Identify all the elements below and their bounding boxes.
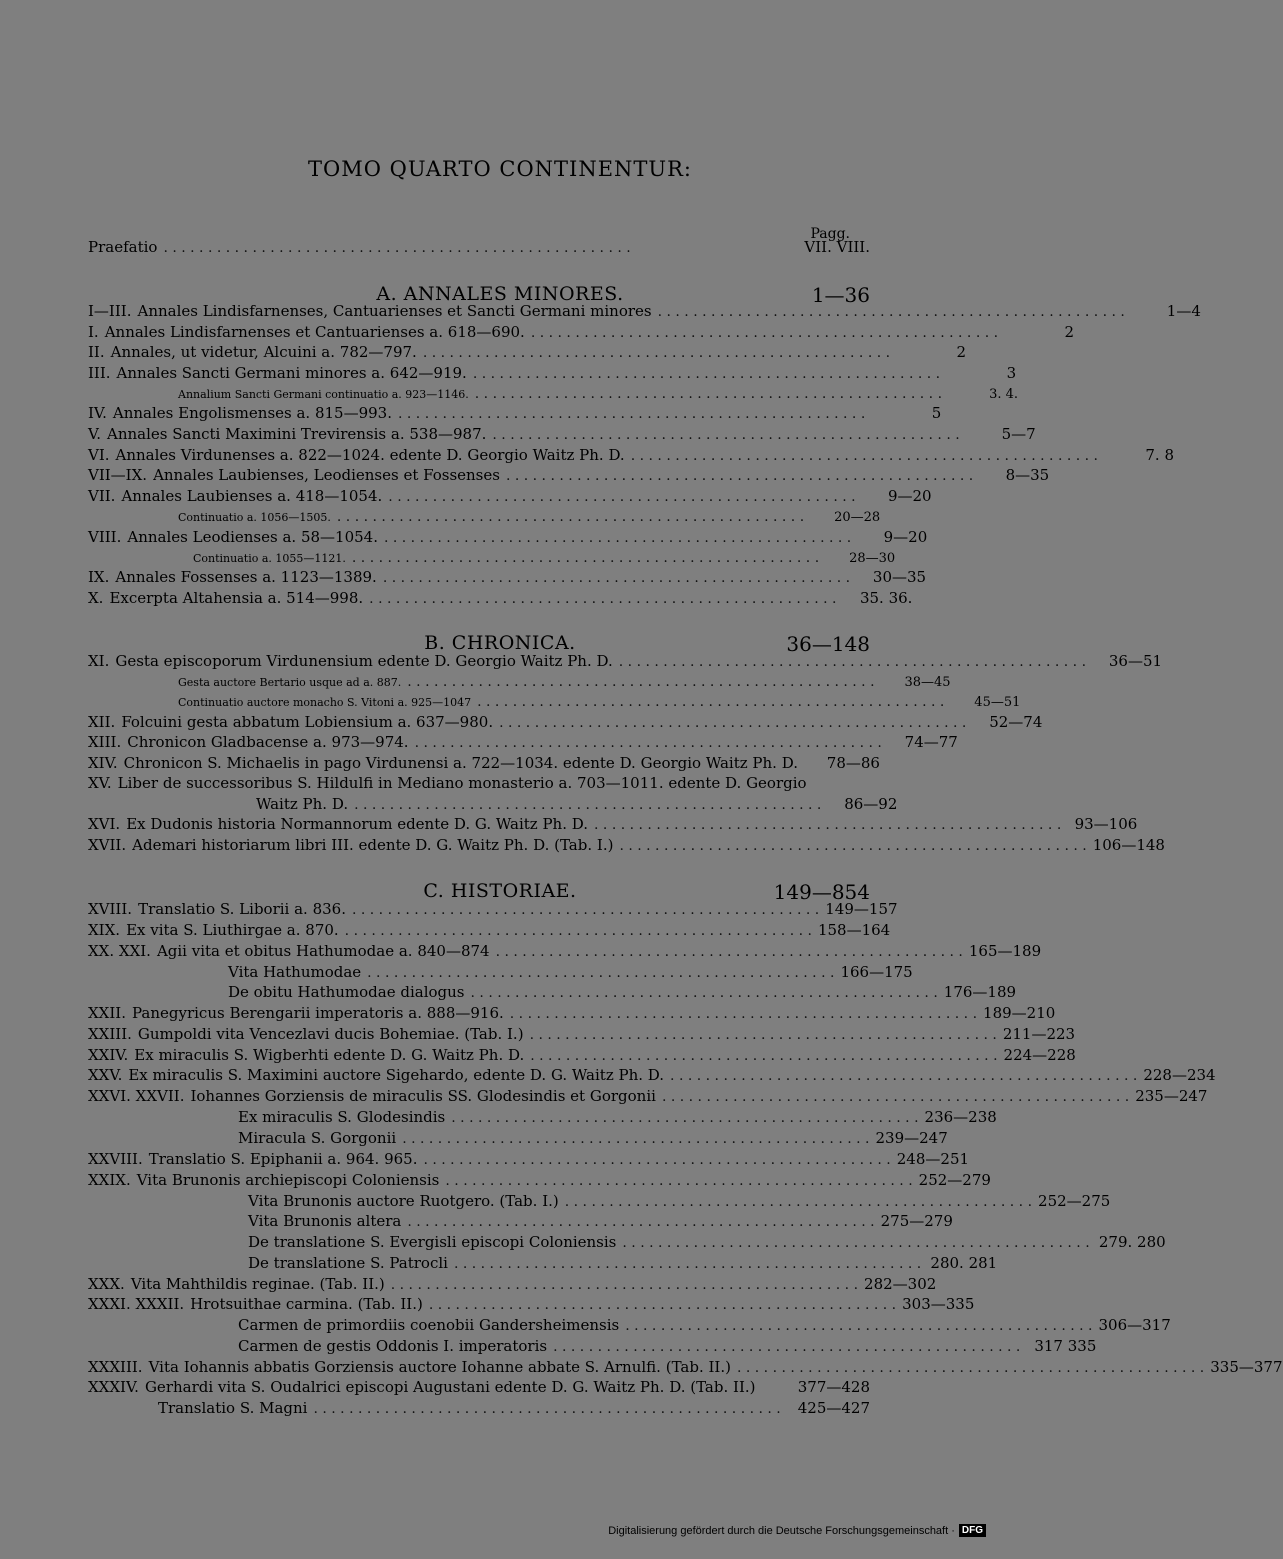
dot-leader: . . . . . . . . . . . . . . . . . . . . . . . . . . . . . . . . . . . . . . . . . . . . . . . . . . . . . xyxy=(422,345,891,361)
entry-pages: 9—20 xyxy=(883,528,928,546)
entry-number: VII. xyxy=(88,487,116,505)
entry-pages: 158—164 xyxy=(817,921,891,939)
entry-number: I—III. xyxy=(88,302,132,320)
toc-entry xyxy=(88,815,1138,835)
entry-number: XII. xyxy=(88,713,116,731)
toc-entry xyxy=(248,1254,998,1274)
entry-title: Miracula S. Gorgonii xyxy=(238,1129,397,1147)
toc-entry xyxy=(238,1337,1097,1357)
toc-entry xyxy=(88,1295,975,1315)
toc-entry xyxy=(178,386,1019,406)
section-pages: 1—36 xyxy=(811,283,870,307)
entry-pages: 211—223 xyxy=(1002,1025,1076,1043)
entry-title: Annales Fossenses a. 1123—1389. xyxy=(115,568,377,586)
entry-pages: 189—210 xyxy=(983,1004,1056,1022)
dot-leader: . . . . . . . . . . . . . . . . . . . . . . . . . . . . . . . . . . . . . . . . . . . . . . . . . . . . . xyxy=(529,1027,997,1043)
entry-title: Panegyricus Berengarii imperatoris a. 888—916. xyxy=(131,1004,504,1022)
toc-entry xyxy=(178,694,1021,714)
entry-number: XVI. xyxy=(88,815,121,833)
entry-pages: 7. 8 xyxy=(1145,446,1174,464)
dot-leader: . . . . . . . . . . . . . . . . . . . . . . . . . . . . . . . . . . . . . . . . . . . . . . . . . . . . . xyxy=(472,366,941,382)
entry-title: Annales Laubienses a. 418—1054. xyxy=(121,487,383,505)
dot-leader: . . . . . . . . . . . . . . . . . . . . . . . . . . . . . . . . . . . . . . . . . . . . . . . . . . . . . xyxy=(344,923,812,939)
entry-number: XXIII. xyxy=(88,1025,132,1043)
entry-number: XXIV. xyxy=(88,1046,129,1064)
dot-leader: . . . . . . . . . . . . . . . . . . . . . . . . . . . . . . . . . . . . . . . . . . . . . . . . . . . . . xyxy=(382,570,851,586)
dot-leader: . . . . . . . . . . . . . . . . . . . . . . . . . . . . . . . . . . . . . . . . . . . . . . . . . . . . . xyxy=(428,1297,897,1313)
toc-entry xyxy=(238,1108,997,1128)
entry-pages: 86—92 xyxy=(844,795,898,813)
toc-entry xyxy=(178,674,951,694)
entry-number: XIX. xyxy=(88,921,121,939)
entry-title: Vita Brunonis archiepiscopi Coloniensis xyxy=(136,1171,440,1189)
entry-title: Annales Lindisfarnenses et Cantuarienses a. 618—690. xyxy=(104,323,525,341)
entry-number: XIII. xyxy=(88,733,122,751)
pages-column-header: Pagg. xyxy=(810,226,850,242)
entry-pages: 303—335 xyxy=(902,1295,975,1313)
toc-entry xyxy=(88,1275,937,1295)
toc-entry xyxy=(88,425,1036,445)
dot-leader: . . . . . . . . . . . . . . . . . . . . . . . . . . . . . . . . . . . . . . . . . . . . . . . . . . . . . xyxy=(369,591,837,607)
toc-entry xyxy=(88,836,1165,856)
entry-title: Annales Laubienses, Leodienses et Fossenses xyxy=(153,466,500,484)
entry-pages: VII. VIII. xyxy=(804,238,870,256)
entry-pages: 425—427 xyxy=(797,1399,870,1417)
dot-leader: . . . . . . . . . . . . . . . . . . . . . . . . . . . . . . . . . . . . . . . . . . . . . . . . . . . . . xyxy=(564,1194,1033,1210)
toc-entry xyxy=(256,795,898,815)
dot-leader: . . . . . . . . . . . . . . . . . . . . . . . . . . . . . . . . . . . . . . . . . . . . . . . . . . . . . xyxy=(414,735,882,751)
entry-number: XVIII. xyxy=(88,900,133,918)
entry-title: Folcuini gesta abbatum Lobiensium a. 637—980. xyxy=(121,713,494,731)
entry-pages: 1—4 xyxy=(1166,302,1201,320)
toc-entry xyxy=(88,1358,1283,1378)
entry-title: Carmen de gestis Oddonis I. imperatoris xyxy=(238,1337,548,1355)
entry-title: Vita Iohannis abbatis Gorziensis auctore Iohanne abbate S. Arnulfi. (Tab. II.) xyxy=(148,1358,731,1376)
entry-title: Gerhardi vita S. Oudalrici episcopi Augustani edente D. G. Waitz Ph. D. (Tab. II.) xyxy=(144,1378,756,1396)
entry-pages: 2 xyxy=(956,343,967,361)
entry-pages: 280. 281 xyxy=(930,1254,998,1272)
entry-title: Iohannes Gorziensis de miraculis SS. Glodesindis et Gorgonii xyxy=(190,1087,656,1105)
footer-text: Digitalisierung gefördert durch die Deutsche Forschungsgemeinschaft · xyxy=(608,1524,955,1537)
toc-entry xyxy=(88,404,942,424)
entry-title: Annales Sancti Germani minores a. 642—919. xyxy=(116,364,467,382)
entry-number: XX. XXI. xyxy=(88,942,151,960)
toc-entry xyxy=(88,1171,991,1191)
toc-entry xyxy=(88,446,1174,466)
entry-pages: 252—275 xyxy=(1038,1192,1111,1210)
entry-number: XV. xyxy=(88,774,112,792)
dot-leader: . . . . . . . . . . . . . . . . . . . . . . . . . . . . . . . . . . . . . . . . . . . . . . . . . . . . . xyxy=(505,468,974,484)
entry-pages: 74—77 xyxy=(904,733,958,751)
entry-pages: 28—30 xyxy=(849,551,896,566)
dot-leader: . . . . . . . . . . . . . . . . . . . . . . . . . . . . . . . . . . . . . . . . . . . . . . . . . . . . . xyxy=(619,838,1087,854)
dot-leader: . . . . . . . . . . . . . . . . . . . . . . . . . . . . . . . . . . . . . . . . . . . . . . . . . . . . . xyxy=(351,902,820,918)
footer-credit xyxy=(608,1524,986,1537)
entry-number: VIII. xyxy=(88,528,122,546)
entry-pages: 35. 36. xyxy=(859,589,913,607)
entry-title: Gumpoldi vita Vencezlavi ducis Bohemiae. (Tab. I.) xyxy=(137,1025,524,1043)
dot-leader: . . . . . . . . . . . . . . . . . . . . . . . . . . . . . . . . . . . . . . . . . . . . . . . . . . . . . xyxy=(553,1339,1021,1355)
entry-title: Translatio S. Magni xyxy=(158,1399,308,1417)
dot-leader: . . . . . . . . . . . . . . . . . . . . . . . . . . . . . . . . . . . . . . . . . . . . . . . . . . . . . xyxy=(530,325,999,341)
toc-entry xyxy=(88,774,870,794)
dot-leader: . . . . . . . . . . . . . . . . . . . . . . . . . . . . . . . . . . . . . . . . . . . . . . . . . . . . . xyxy=(625,1318,1093,1334)
toc-entry xyxy=(238,1129,948,1149)
entry-pages: 106—148 xyxy=(1092,836,1165,854)
entry-title: De translatione S. Evergisli episcopi Coloniensis xyxy=(248,1233,617,1251)
entry-title: Continuatio a. 1055—1121. xyxy=(193,552,346,565)
entry-pages: 78—86 xyxy=(826,754,880,772)
entry-number: XI. xyxy=(88,652,110,670)
entry-title: Liber de successoribus S. Hildulfi in Mediano monasterio a. 703—1011. edente D. Georgio xyxy=(117,774,807,792)
dot-leader: . . . . . . . . . . . . . . . . . . . . . . . . . . . . . . . . . . . . . . . . . . . . . . . . . . . . . xyxy=(594,817,1062,833)
toc-entry xyxy=(88,1066,1216,1086)
toc-entry xyxy=(88,487,932,507)
entry-pages: 52—74 xyxy=(989,713,1043,731)
dot-leader: . . . . . . . . . . . . . . . . . . . . . . . . . . . . . . . . . . . . . . . . . . . . . . . . . . . . . xyxy=(313,1401,781,1417)
entry-title: Gesta auctore Bertario usque ad a. 887. xyxy=(178,676,402,689)
entry-title: Translatio S. Epiphanii a. 964. 965. xyxy=(148,1150,418,1168)
dot-leader: . . . . . . . . . . . . . . . . . . . . . . . . . . . . . . . . . . . . . . . . . . . . . . . . . . . . . xyxy=(492,427,960,443)
entry-pages: 3 xyxy=(1006,364,1017,382)
toc-entry xyxy=(88,1004,1056,1024)
entry-pages: 165—189 xyxy=(968,942,1042,960)
dot-leader: . . . . . . . . . . . . . . . . . . . . . . . . . . . . . . . . . . . . . . . . . . . . . . . . . . . . . xyxy=(499,715,967,731)
dot-leader: . . . . . . . . . . . . . . . . . . . . . . . . . . . . . . . . . . . . . . . . . . . . . . . . . . . . . xyxy=(398,406,866,422)
dot-leader: . . . . . . . . . . . . . . . . . . . . . . . . . . . . . . . . . . . . . . . . . . . . . . . . . . . . . xyxy=(407,1214,875,1230)
toc-entry xyxy=(88,343,967,363)
section-title: A. ANNALES MINORES. xyxy=(376,283,624,305)
dot-leader: . . . . . . . . . . . . . . . . . . . . . . . . . . . . . . . . . . . . . . . . . . . . . . . . . . . . . xyxy=(402,1131,870,1147)
entry-pages: 5—7 xyxy=(1001,425,1036,443)
dot-leader: . . . . . . . . . . . . . . . . . . . . . . . . . . . . . . . . . . . . . . . . . . . . . . . . . . . . . xyxy=(670,1068,1138,1084)
section-title: B. CHRONICA. xyxy=(424,632,576,654)
toc-entry xyxy=(88,733,958,753)
entry-number: V. xyxy=(88,425,101,443)
toc-entry xyxy=(158,1399,870,1419)
entry-number: XXIX. xyxy=(88,1171,131,1189)
entry-number: IV. xyxy=(88,404,107,422)
entry-number: II. xyxy=(88,343,105,361)
entry-number: X. xyxy=(88,589,104,607)
entry-title: Vita Mahthildis reginae. (Tab. II.) xyxy=(130,1275,385,1293)
entry-title: Chronicon S. Michaelis in pago Virdunensi a. 722—1034. edente D. Georgio Waitz Ph. D. xyxy=(123,754,798,772)
dot-leader: . . . . . . . . . . . . . . . . . . . . . . . . . . . . . . . . . . . . . . . . . . . . . . . . . . . . . xyxy=(474,386,943,402)
page-title: TOMO QUARTO CONTINENTUR: xyxy=(307,157,693,181)
dot-leader: . . . . . . . . . . . . . . . . . . . . . . . . . . . . . . . . . . . . . . . . . . . . . . . . . . . . . xyxy=(630,448,1098,464)
dot-leader: . . . . . . . . . . . . . . . . . . . . . . . . . . . . . . . . . . . . . . . . . . . . . . . . . . . . . xyxy=(336,509,805,525)
toc-entry xyxy=(228,963,913,983)
entry-pages: 166—175 xyxy=(840,963,913,981)
entry-number: XVII. xyxy=(88,836,127,854)
dot-leader: . . . . . . . . . . . . . . . . . . . . . . . . . . . . . . . . . . . . . . . . . . . . . . . . . . . . . xyxy=(509,1006,978,1022)
toc-entry xyxy=(178,509,881,529)
entry-title: Annales Sancti Maximini Trevirensis a. 538—987. xyxy=(106,425,487,443)
entry-number: XXVI. XXVII. xyxy=(88,1087,185,1105)
entry-number: XIV. xyxy=(88,754,118,772)
dot-leader: . . . . . . . . . . . . . . . . . . . . . . . . . . . . . . . . . . . . . . . . . . . . . . . . . . . . . xyxy=(661,1089,1130,1105)
toc-entry xyxy=(193,550,896,570)
entry-pages: 45—51 xyxy=(974,695,1021,710)
entry-title: Ex miraculis S. Wigberhti edente D. G. Waitz Ph. D. xyxy=(134,1046,525,1064)
entry-pages: 317 335 xyxy=(1034,1337,1097,1355)
entry-pages: 239—247 xyxy=(875,1129,948,1147)
toc-entry xyxy=(88,652,1163,672)
entry-title: Carmen de primordiis coenobii Gandersheimensis xyxy=(238,1316,620,1334)
entry-number: XXXI. XXXII. xyxy=(88,1295,185,1313)
entry-pages: 38—45 xyxy=(904,675,951,690)
entry-title: Ex Dudonis historia Normannorum edente D. G. Waitz Ph. D. xyxy=(126,815,589,833)
toc-entry xyxy=(88,1046,1076,1066)
entry-pages: 93—106 xyxy=(1074,815,1138,833)
section-pages: 149—854 xyxy=(773,880,870,904)
toc-entry xyxy=(88,1150,970,1170)
entry-title: Excerpta Altahensia a. 514—998. xyxy=(109,589,364,607)
toc-entry xyxy=(88,1378,870,1398)
entry-number: XXX. xyxy=(88,1275,125,1293)
entry-pages: 9—20 xyxy=(887,487,932,505)
entry-title: De obitu Hathumodae dialogus xyxy=(228,983,465,1001)
entry-number: III. xyxy=(88,364,111,382)
entry-title: Annales, ut videtur, Alcuini a. 782—797. xyxy=(110,343,417,361)
entry-pages: 252—279 xyxy=(918,1171,991,1189)
entry-title: Chronicon Gladbacense a. 973—974. xyxy=(127,733,409,751)
dot-leader: . . . . . . . . . . . . . . . . . . . . . . . . . . . . . . . . . . . . . . . . . . . . . . . . . . . . . xyxy=(163,240,631,256)
section-pages: 36—148 xyxy=(786,632,870,656)
entry-pages: 149—157 xyxy=(825,900,898,918)
entry-number: XXII. xyxy=(88,1004,126,1022)
entry-pages: 176—189 xyxy=(943,983,1017,1001)
entry-pages: 30—35 xyxy=(872,568,927,586)
toc-entry xyxy=(228,983,1017,1003)
dot-leader: . . . . . . . . . . . . . . . . . . . . . . . . . . . . . . . . . . . . . . . . . . . . . . . . . . . . . xyxy=(354,797,822,813)
entry-pages: 282—302 xyxy=(864,1275,937,1293)
entry-title: Hrotsuithae carmina. (Tab. II.) xyxy=(190,1295,423,1313)
toc-entry xyxy=(88,528,928,548)
entry-title: Annales Leodienses a. 58—1054. xyxy=(127,528,378,546)
entry-number: XXXIV. xyxy=(88,1378,139,1396)
toc-entry xyxy=(88,364,1017,384)
dot-leader: . . . . . . . . . . . . . . . . . . . . . . . . . . . . . . . . . . . . . . . . . . . . . . . . . . . . . xyxy=(657,304,1125,320)
dot-leader: . . . . . . . . . . . . . . . . . . . . . . . . . . . . . . . . . . . . . . . . . . . . . . . . . . . . . xyxy=(622,1235,1090,1251)
dot-leader: . . . . . . . . . . . . . . . . . . . . . . . . . . . . . . . . . . . . . . . . . . . . . . . . . . . . . xyxy=(388,489,856,505)
entry-pages: 377—428 xyxy=(797,1378,870,1396)
section-title: C. HISTORIAE. xyxy=(423,880,577,902)
dfg-logo: DFG xyxy=(959,1524,986,1537)
entry-number: XXVIII. xyxy=(88,1150,143,1168)
entry-pages: 36—51 xyxy=(1108,652,1163,670)
toc-entry xyxy=(88,302,1201,322)
toc-entry xyxy=(88,754,880,774)
dot-leader: . . . . . . . . . . . . . . . . . . . . . . . . . . . . . . . . . . . . . . . . . . . . . . . . . . . . . xyxy=(470,985,938,1001)
toc-entry xyxy=(88,900,898,920)
entry-title: Waitz Ph. D. xyxy=(256,795,349,813)
toc-entry xyxy=(248,1212,953,1232)
toc-entry xyxy=(88,568,927,588)
entry-title: Ex miraculis S. Maximini auctore Sigehardo, edente D. G. Waitz Ph. D. xyxy=(128,1066,665,1084)
entry-title: Ademari historiarum libri III. edente D. G. Waitz Ph. D. (Tab. I.) xyxy=(132,836,614,854)
toc-entry xyxy=(238,1316,1171,1336)
dot-leader: . . . . . . . . . . . . . . . . . . . . . . . . . . . . . . . . . . . . . . . . . . . . . . . . . . . . . xyxy=(423,1152,891,1168)
entry-number: VII—IX. xyxy=(88,466,148,484)
entry-pages: 248—251 xyxy=(896,1150,970,1168)
dot-leader: . . . . . . . . . . . . . . . . . . . . . . . . . . . . . . . . . . . . . . . . . . . . . . . . . . . . . xyxy=(351,550,820,566)
entry-pages: 235—247 xyxy=(1135,1087,1208,1105)
entry-number: XXV. xyxy=(88,1066,123,1084)
entry-title: Vita Brunonis auctore Ruotgero. (Tab. I.) xyxy=(248,1192,559,1210)
entry-pages: 275—279 xyxy=(880,1212,953,1230)
toc-entry xyxy=(88,1025,1076,1045)
toc-entry xyxy=(248,1233,1166,1253)
entry-pages: 5 xyxy=(931,404,942,422)
toc-entry xyxy=(88,1087,1208,1107)
toc-entry xyxy=(88,921,891,941)
entry-pages: 335—377 xyxy=(1210,1358,1283,1376)
entry-number: VI. xyxy=(88,446,110,464)
dot-leader: . . . . . . . . . . . . . . . . . . . . . . . . . . . . . . . . . . . . . . . . . . . . . . . . . . . . . xyxy=(495,944,963,960)
dot-leader: . . . . . . . . . . . . . . . . . . . . . . . . . . . . . . . . . . . . . . . . . . . . . . . . . . . . . xyxy=(736,1360,1205,1376)
entry-title: Praefatio xyxy=(88,238,158,256)
dot-leader: . . . . . . . . . . . . . . . . . . . . . . . . . . . . . . . . . . . . . . . . . . . . . . . . . . . . . xyxy=(451,1110,919,1126)
toc-entry xyxy=(88,323,1075,343)
toc-entry xyxy=(248,1192,1111,1212)
entry-number: IX. xyxy=(88,568,110,586)
dot-leader: . . . . . . . . . . . . . . . . . . . . . . . . . . . . . . . . . . . . . . . . . . . . . . . . . . . . . xyxy=(367,965,835,981)
entry-pages: 236—238 xyxy=(924,1108,997,1126)
toc-entry xyxy=(88,713,1043,733)
entry-pages: 2 xyxy=(1064,323,1075,341)
entry-title: De translatione S. Patrocli xyxy=(248,1254,448,1272)
entry-title: Continuatio auctore monacho S. Vitoni a. 925—1047 xyxy=(178,696,472,709)
entry-title: Annalium Sancti Germani continuatio a. 923—1146. xyxy=(178,388,469,401)
entry-title: Vita Brunonis altera xyxy=(248,1212,402,1230)
entry-title: Gesta episcoporum Virdunensium edente D. Georgio Waitz Ph. D. xyxy=(115,652,613,670)
entry-title: Ex vita S. Liuthirgae a. 870. xyxy=(126,921,339,939)
dot-leader: . . . . . . . . . . . . . . . . . . . . . . . . . . . . . . . . . . . . . . . . . . . . . . . . . . . . . xyxy=(453,1256,922,1272)
entry-title: Annales Virdunenses a. 822—1024. edente D. Georgio Waitz Ph. D. xyxy=(115,446,625,464)
entry-title: Ex miraculis S. Glodesindis xyxy=(238,1108,446,1126)
dot-leader: . . . . . . . . . . . . . . . . . . . . . . . . . . . . . . . . . . . . . . . . . . . . . . . . . . . . . xyxy=(445,1173,913,1189)
entry-pages: 306—317 xyxy=(1098,1316,1171,1334)
toc-entry xyxy=(88,466,1050,486)
entry-pages: 20—28 xyxy=(834,510,881,525)
entry-title: Annales Lindisfarnenses, Cantuarienses et Sancti Germani minores xyxy=(137,302,652,320)
dot-leader: . . . . . . . . . . . . . . . . . . . . . . . . . . . . . . . . . . . . . . . . . . . . . . . . . . . . . xyxy=(477,694,945,710)
entry-pages: 279. 280 xyxy=(1098,1233,1166,1251)
toc-entry xyxy=(88,238,870,258)
entry-pages: 228—234 xyxy=(1143,1066,1216,1084)
entry-number: XXXIII. xyxy=(88,1358,143,1376)
entry-title: Translatio S. Liborii a. 836. xyxy=(138,900,346,918)
dot-leader: . . . . . . . . . . . . . . . . . . . . . . . . . . . . . . . . . . . . . . . . . . . . . . . . . . . . . xyxy=(530,1048,998,1064)
entry-pages: 8—35 xyxy=(1005,466,1050,484)
dot-leader: . . . . . . . . . . . . . . . . . . . . . . . . . . . . . . . . . . . . . . . . . . . . . . . . . . . . . xyxy=(383,530,852,546)
entry-title: Agii vita et obitus Hathumodae a. 840—874 xyxy=(156,942,490,960)
entry-title: Vita Hathumodae xyxy=(228,963,362,981)
entry-number: I. xyxy=(88,323,99,341)
dot-leader: . . . . . . . . . . . . . . . . . . . . . . . . . . . . . . . . . . . . . . . . . . . . . . . . . . . . . xyxy=(390,1277,859,1293)
entry-pages: 224—228 xyxy=(1003,1046,1076,1064)
entry-title: Annales Engolismenses a. 815—993. xyxy=(112,404,392,422)
dot-leader: . . . . . . . . . . . . . . . . . . . . . . . . . . . . . . . . . . . . . . . . . . . . . . . . . . . . . xyxy=(407,674,875,690)
dot-leader: . . . . . . . . . . . . . . . . . . . . . . . . . . . . . . . . . . . . . . . . . . . . . . . . . . . . . xyxy=(618,654,1087,670)
toc-entry xyxy=(88,942,1042,962)
entry-pages: 3. 4. xyxy=(989,387,1019,402)
entry-title: Continuatio a. 1056—1505. xyxy=(178,511,331,524)
toc-entry xyxy=(88,589,913,609)
